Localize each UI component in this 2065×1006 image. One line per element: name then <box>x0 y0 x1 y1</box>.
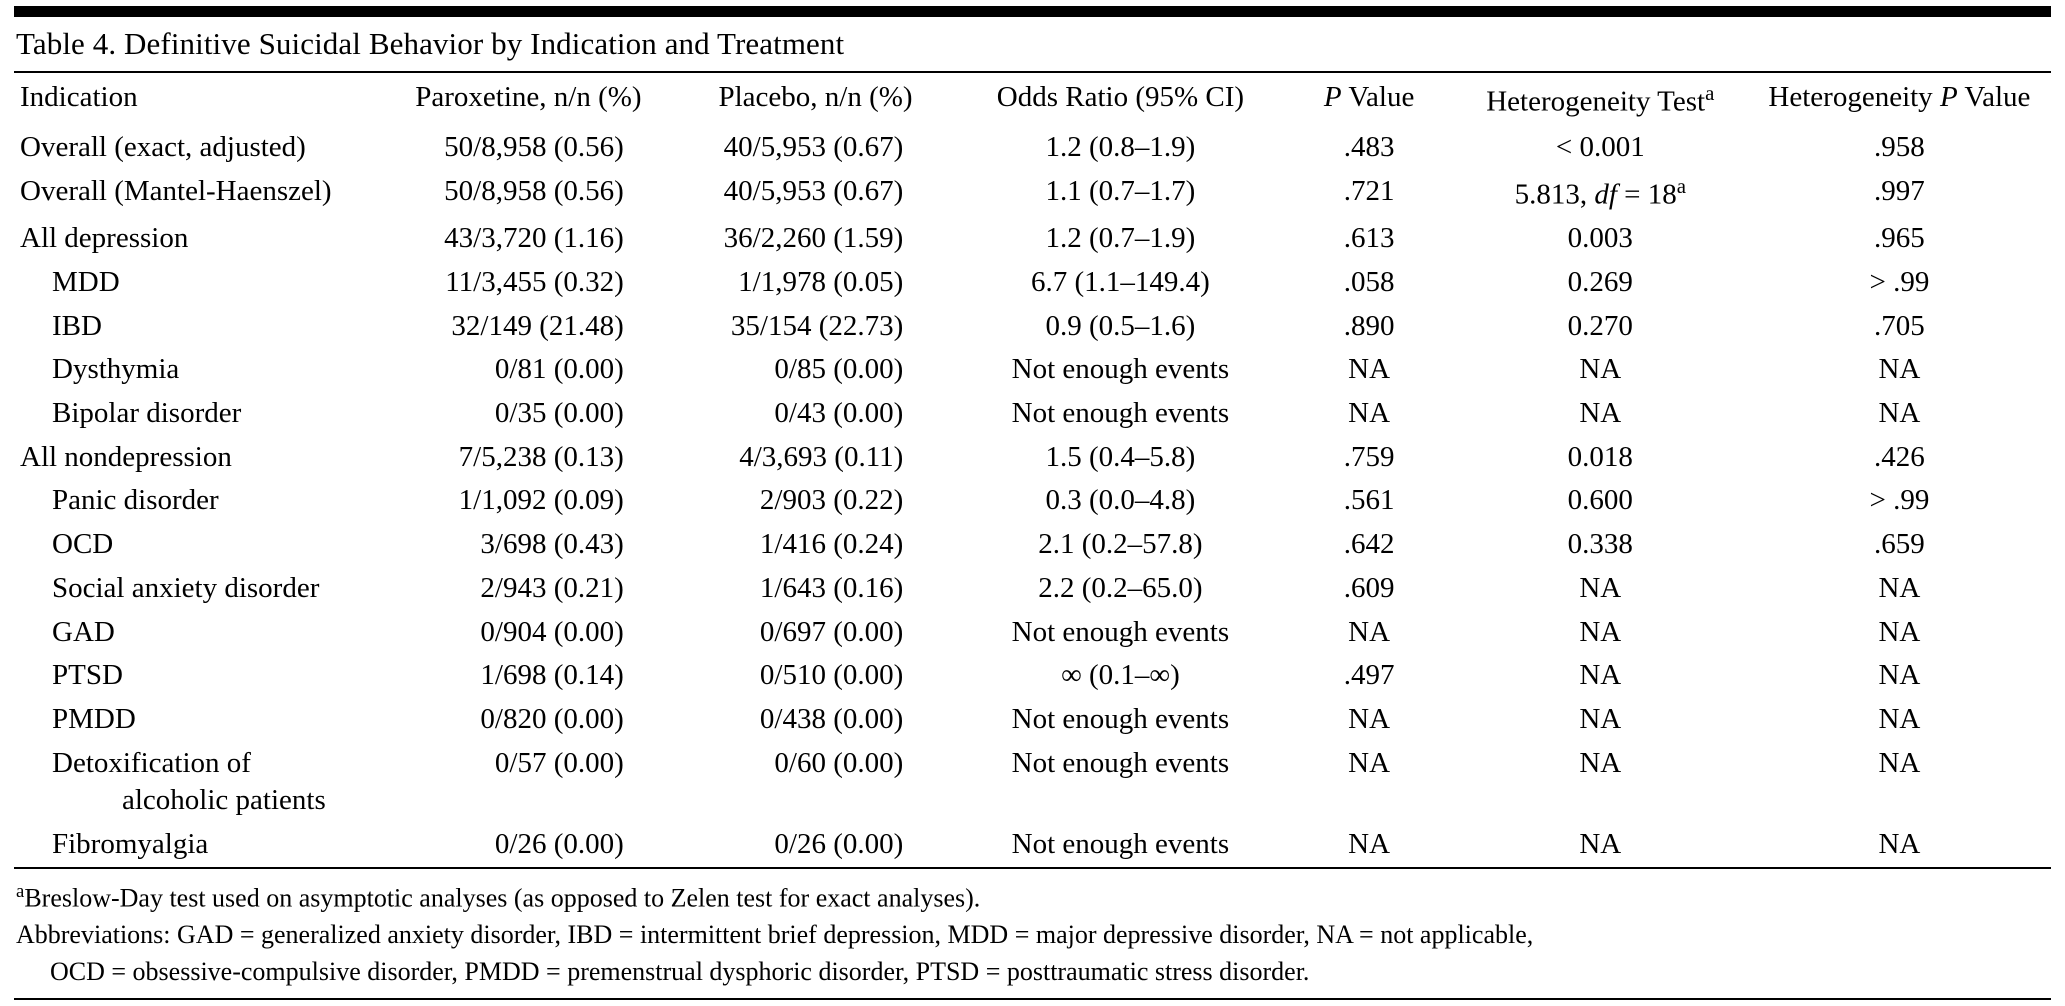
cell-indication: PTSD <box>52 659 123 692</box>
cell-heterogeneity-p-value: NA <box>1878 353 1921 386</box>
cell-p-value: .561 <box>1343 484 1395 517</box>
cell-odds-ratio: 1.2 (0.8–1.9) <box>1045 131 1196 164</box>
cell-placebo: 35/154 (22.73) <box>730 309 904 342</box>
column-header-p-value: P Value <box>1323 80 1415 113</box>
table-row <box>14 348 2051 392</box>
table-row <box>14 823 2051 867</box>
cell-p-value: NA <box>1348 397 1391 430</box>
table-row <box>14 261 2051 305</box>
cell-placebo: 0/697 (0.00) <box>759 615 904 648</box>
cell-odds-ratio: Not enough events <box>1011 353 1230 386</box>
cell-heterogeneity-test: NA <box>1579 827 1622 860</box>
cell-odds-ratio: Not enough events <box>1011 827 1230 860</box>
cell-heterogeneity-p-value: NA <box>1878 615 1921 648</box>
cell-placebo: 0/26 (0.00) <box>774 827 904 860</box>
cell-paroxetine: 50/8,958 (0.56) <box>444 175 624 208</box>
cell-p-value: .497 <box>1343 659 1395 692</box>
cell-paroxetine: 2/943 (0.21) <box>480 571 624 604</box>
cell-odds-ratio: 1.1 (0.7–1.7) <box>1045 175 1196 208</box>
cell-odds-ratio: 1.2 (0.7–1.9) <box>1045 222 1196 255</box>
table-row <box>14 392 2051 436</box>
cell-indication: MDD <box>52 266 120 299</box>
cell-placebo: 40/5,953 (0.67) <box>723 131 904 164</box>
cell-odds-ratio: Not enough events <box>1011 397 1230 430</box>
cell-heterogeneity-p-value: .958 <box>1874 131 1925 164</box>
cell-placebo: 0/438 (0.00) <box>759 702 904 735</box>
cell-p-value: .609 <box>1343 571 1395 604</box>
cell-p-value: NA <box>1348 827 1391 860</box>
cell-p-value: .890 <box>1343 309 1395 342</box>
table-row <box>14 126 2051 170</box>
cell-paroxetine: 0/57 (0.00) <box>494 746 624 779</box>
cell-heterogeneity-p-value: .659 <box>1874 528 1925 561</box>
cell-heterogeneity-test: NA <box>1579 615 1622 648</box>
cell-paroxetine: 0/35 (0.00) <box>494 397 624 430</box>
cell-heterogeneity-p-value: NA <box>1878 571 1921 604</box>
cell-odds-ratio: Not enough events <box>1011 702 1230 735</box>
cell-heterogeneity-test: 0.018 <box>1567 440 1633 473</box>
cell-odds-ratio: 1.5 (0.4–5.8) <box>1045 440 1196 473</box>
table-row <box>14 654 2051 698</box>
table-row <box>14 436 2051 480</box>
cell-paroxetine: 3/698 (0.43) <box>480 528 624 561</box>
cell-p-value: NA <box>1348 702 1391 735</box>
column-header-paroxetine: Paroxetine, n/n (%) <box>415 80 642 113</box>
cell-heterogeneity-test: NA <box>1579 702 1622 735</box>
cell-heterogeneity-test: 0.600 <box>1567 484 1633 517</box>
cell-indication: GAD <box>52 615 115 648</box>
column-header-heterogeneity-p-value: Heterogeneity P Value <box>1768 80 2031 113</box>
cell-odds-ratio: Not enough events <box>1011 746 1230 779</box>
cell-heterogeneity-test: 0.338 <box>1567 528 1633 561</box>
table-row <box>14 305 2051 349</box>
cell-indication-line2: alcoholic patients <box>122 784 326 817</box>
cell-odds-ratio: 6.7 (1.1–149.4) <box>1030 266 1210 299</box>
cell-paroxetine: 11/3,455 (0.32) <box>445 266 624 299</box>
cell-heterogeneity-test: 0.270 <box>1567 309 1633 342</box>
cell-placebo: 1/643 (0.16) <box>759 571 904 604</box>
cell-p-value: .721 <box>1343 175 1395 208</box>
cell-p-value: .058 <box>1343 266 1395 299</box>
abbreviations-line-2: OCD = obsessive-compulsive disorder, PMDD = premenstrual dysphoric disorder, PTSD = posttraumatic stress disorder. <box>50 956 1310 986</box>
cell-paroxetine: 50/8,958 (0.56) <box>444 131 624 164</box>
table-row <box>14 611 2051 655</box>
table-page <box>0 6 2065 1006</box>
footnotes <box>14 869 2051 998</box>
cell-placebo: 40/5,953 (0.67) <box>723 175 904 208</box>
cell-indication: Fibromyalgia <box>52 827 209 860</box>
cell-paroxetine: 1/1,092 (0.09) <box>458 484 624 517</box>
cell-paroxetine: 7/5,238 (0.13) <box>458 440 624 473</box>
cell-odds-ratio: ∞ (0.1–∞) <box>1061 659 1180 692</box>
cell-heterogeneity-p-value: NA <box>1878 659 1921 692</box>
cell-paroxetine: 0/26 (0.00) <box>494 827 624 860</box>
cell-heterogeneity-p-value: .997 <box>1874 175 1925 208</box>
cell-p-value: NA <box>1348 615 1391 648</box>
cell-heterogeneity-test: < 0.001 <box>1555 131 1645 164</box>
cell-heterogeneity-test: NA <box>1579 571 1622 604</box>
cell-placebo: 0/43 (0.00) <box>774 397 904 430</box>
cell-heterogeneity-p-value: .705 <box>1874 309 1925 342</box>
cell-indication: All nondepression <box>20 440 232 473</box>
cell-heterogeneity-test: NA <box>1579 746 1622 779</box>
cell-indication: PMDD <box>52 702 136 735</box>
cell-odds-ratio: 2.2 (0.2–65.0) <box>1038 571 1203 604</box>
table-container <box>14 6 2051 1006</box>
cell-indication: Overall (Mantel-Haenszel) <box>20 175 332 208</box>
cell-indication: All depression <box>20 222 189 255</box>
cell-heterogeneity-test: NA <box>1579 397 1622 430</box>
cell-placebo: 1/416 (0.24) <box>759 528 904 561</box>
cell-p-value: NA <box>1348 746 1391 779</box>
top-rule <box>14 6 2051 17</box>
header-row <box>14 73 2051 127</box>
cell-heterogeneity-test: 0.269 <box>1567 266 1633 299</box>
cell-heterogeneity-test: 5.813, df = $18^a$ <box>1514 174 1686 211</box>
cell-indication: Panic disorder <box>52 484 219 517</box>
cell-heterogeneity-test: NA <box>1579 353 1622 386</box>
cell-odds-ratio: Not enough events <box>1011 615 1230 648</box>
abbreviations-line-1: Abbreviations: GAD = generalized anxiety disorder, IBD = intermittent brief depression, MDD = major depressive disorder, NA = not applicable, <box>16 920 1534 950</box>
table-row <box>14 567 2051 611</box>
cell-heterogeneity-test: 0.003 <box>1567 222 1633 255</box>
cell-p-value: .483 <box>1343 131 1395 164</box>
cell-heterogeneity-p-value: .426 <box>1874 440 1925 473</box>
cell-paroxetine: 32/149 (21.48) <box>451 309 624 342</box>
table-header <box>14 73 2051 127</box>
table-row <box>14 523 2051 567</box>
table-row <box>14 742 2051 823</box>
cell-paroxetine: 0/820 (0.00) <box>480 702 624 735</box>
table-title: Table 4. Definitive Suicidal Behavior by Indication and Treatment <box>16 26 845 61</box>
footnote-a: $^a$Breslow-Day test used on asymptotic analyses (as opposed to Zelen test for exact analyses). <box>16 880 981 913</box>
cell-heterogeneity-p-value: NA <box>1878 827 1921 860</box>
table-row <box>14 479 2051 523</box>
cell-placebo: 1/1,978 (0.05) <box>738 266 904 299</box>
cell-placebo: 0/85 (0.00) <box>774 353 904 386</box>
cell-indication: Detoxification of alcoholic patients <box>52 746 326 817</box>
cell-heterogeneity-test: NA <box>1579 659 1622 692</box>
cell-heterogeneity-p-value: > .99 <box>1869 266 1930 299</box>
cell-indication: Dysthymia <box>52 353 180 386</box>
column-header-placebo: Placebo, n/n (%) <box>718 80 913 113</box>
cell-indication: Social anxiety disorder <box>52 571 320 604</box>
cell-indication: Bipolar disorder <box>52 397 242 430</box>
table-row <box>14 170 2051 217</box>
cell-p-value: .759 <box>1343 440 1395 473</box>
cell-placebo: 4/3,693 (0.11) <box>739 440 904 473</box>
cell-heterogeneity-p-value: .965 <box>1874 222 1925 255</box>
column-header-indication: Indication <box>20 80 138 113</box>
cell-heterogeneity-p-value: NA <box>1878 746 1921 779</box>
table-body <box>14 126 2051 866</box>
cell-p-value: NA <box>1348 353 1391 386</box>
cell-odds-ratio: 0.9 (0.5–1.6) <box>1045 309 1196 342</box>
cell-heterogeneity-p-value: NA <box>1878 397 1921 430</box>
cell-paroxetine: 0/81 (0.00) <box>494 353 624 386</box>
data-table <box>14 73 2051 867</box>
cell-p-value: .613 <box>1343 222 1395 255</box>
cell-paroxetine: 0/904 (0.00) <box>480 615 624 648</box>
cell-indication: OCD <box>52 528 114 561</box>
cell-paroxetine: 1/698 (0.14) <box>480 659 624 692</box>
cell-indication: Overall (exact, adjusted) <box>20 131 306 164</box>
cell-placebo: 0/510 (0.00) <box>759 659 904 692</box>
column-header-heterogeneity-test: Heterogeneity Test$^a$ <box>1486 80 1715 118</box>
cell-placebo: 2/903 (0.22) <box>759 484 904 517</box>
cell-placebo: 0/60 (0.00) <box>774 746 904 779</box>
table-row <box>14 698 2051 742</box>
cell-indication: IBD <box>52 309 102 342</box>
table-row <box>14 217 2051 261</box>
cell-placebo: 36/2,260 (1.59) <box>723 222 904 255</box>
cell-p-value: .642 <box>1343 528 1395 561</box>
cell-odds-ratio: 0.3 (0.0–4.8) <box>1045 484 1196 517</box>
cell-paroxetine: 43/3,720 (1.16) <box>444 222 624 255</box>
cell-odds-ratio: 2.1 (0.2–57.8) <box>1038 528 1203 561</box>
cell-heterogeneity-p-value: NA <box>1878 702 1921 735</box>
cell-heterogeneity-p-value: > .99 <box>1869 484 1930 517</box>
column-header-odds-ratio: Odds Ratio (95% CI) <box>996 80 1245 113</box>
